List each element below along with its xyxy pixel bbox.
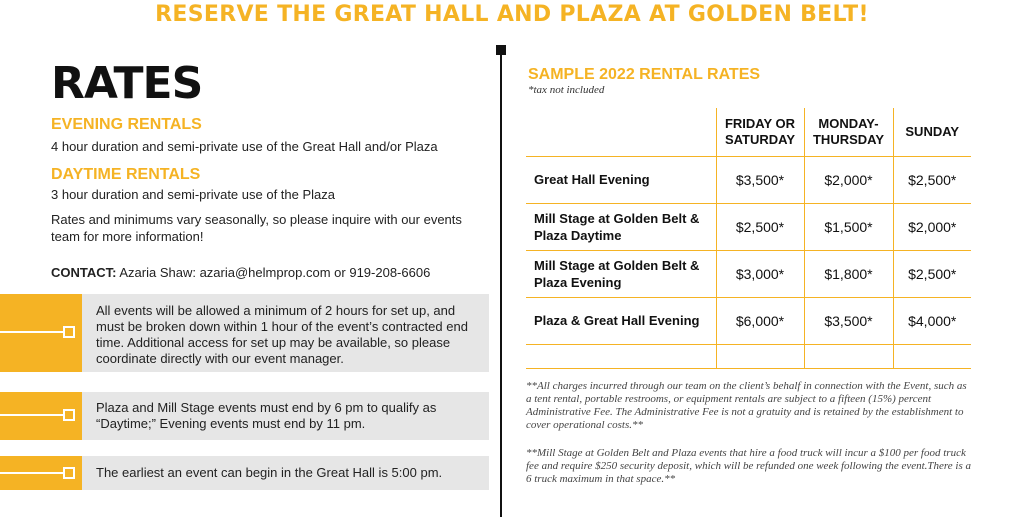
contact-label: CONTACT: <box>51 265 117 280</box>
table-cell: $2,000* <box>804 156 893 203</box>
note-line <box>0 414 66 416</box>
table-cell: $4,000* <box>893 297 971 344</box>
note-setup <box>0 294 489 372</box>
evening-rentals-text: 4 hour duration and semi-private use of the Great Hall and/or Plaza <box>51 139 438 154</box>
contact-details: Azaria Shaw: azaria@helmprop.com or 919-208-6606 <box>116 265 431 280</box>
vertical-divider <box>500 48 502 517</box>
table-cell: $1,500* <box>804 203 893 250</box>
rates-title: RATES <box>51 58 203 109</box>
table-cell: $3,000* <box>716 250 804 297</box>
note-text-end-times: Plaza and Mill Stage events must end by 6 pm to qualify as “Daytime;” Evening events must end by 11 pm. <box>96 400 437 431</box>
table-header-cell <box>526 108 716 156</box>
row-label: Mill Stage at Golden Belt & Plaza Evening <box>526 250 716 297</box>
note-end-times <box>0 392 489 440</box>
table-row <box>526 203 971 250</box>
table-cell: $2,500* <box>893 156 971 203</box>
note-line <box>0 331 66 333</box>
table-row <box>526 297 971 344</box>
note-line <box>0 472 66 474</box>
note-knob <box>63 326 75 338</box>
food-truck-footnote: **Mill Stage at Golden Belt and Plaza events that hire a food truck will incur a $100 per food truck fee and require $250 security deposit, which will be refunded one week following the event.There is a 6 truck maximum in that space.** <box>526 447 972 485</box>
table-header-cell: SUNDAY <box>893 108 971 156</box>
note-knob <box>63 467 75 479</box>
table-cell: $2,500* <box>893 250 971 297</box>
row-label: Great Hall Evening <box>526 156 716 203</box>
contact-line <box>51 265 430 280</box>
note-knob <box>63 409 75 421</box>
table-row <box>526 156 971 203</box>
admin-fee-footnote: **All charges incurred through our team on the client’s behalf in connection with the Event, such as a tent rental, portable restrooms, or equipment rentals are subject to a fifteen (15%) percent Administrative Fee. The Administrative Fee is not a gratuity and is retained by the establishment to cover operational costs.** <box>526 380 967 431</box>
table-empty-row <box>526 344 971 368</box>
row-label: Mill Stage at Golden Belt & Plaza Daytime <box>526 203 716 250</box>
note-text-setup: All events will be allowed a minimum of 2 hours for set up, and must be broken down within 1 hour of the event’s contracted end time. Additional access for set up may be available, so please coordinate directly with our event manager. <box>96 303 468 366</box>
tax-note: *tax not included <box>528 84 605 96</box>
table-header-row <box>526 108 971 156</box>
table-cell: $2,500* <box>716 203 804 250</box>
divider-cap <box>496 45 506 55</box>
table-cell: $1,800* <box>804 250 893 297</box>
table-header-cell: FRIDAY OR SATURDAY <box>716 108 804 156</box>
daytime-rentals-text: 3 hour duration and semi-private use of the Plaza <box>51 187 336 202</box>
table-row <box>526 250 971 297</box>
table-cell: $3,500* <box>804 297 893 344</box>
daytime-rentals-heading: DAYTIME RENTALS <box>51 166 201 183</box>
table-cell: $3,500* <box>716 156 804 203</box>
sample-rates-title: SAMPLE 2022 RENTAL RATES <box>528 66 761 83</box>
rates-table <box>526 108 971 369</box>
inquire-text: Rates and minimums vary seasonally, so please inquire with our events team for more information! <box>51 212 462 244</box>
note-text-earliest: The earliest an event can begin in the Great Hall is 5:00 pm. <box>96 465 443 480</box>
table-cell: $2,000* <box>893 203 971 250</box>
note-earliest <box>0 456 489 490</box>
evening-rentals-heading: EVENING RENTALS <box>51 116 202 133</box>
table-cell: $6,000* <box>716 297 804 344</box>
row-label: Plaza & Great Hall Evening <box>526 297 716 344</box>
page-banner: RESERVE THE GREAT HALL AND PLAZA AT GOLDEN BELT! <box>155 2 869 27</box>
table-header-cell: MONDAY-THURSDAY <box>804 108 893 156</box>
